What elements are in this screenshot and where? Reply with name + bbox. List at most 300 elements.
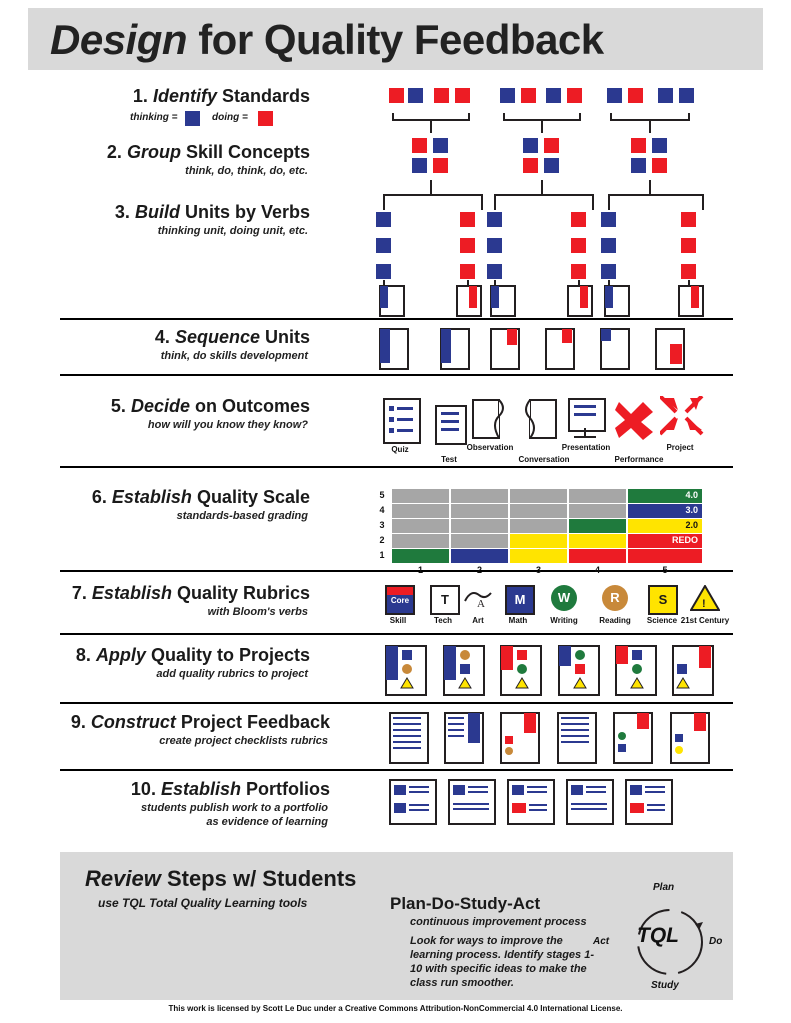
doc-mark <box>575 650 585 660</box>
doc-line <box>647 804 665 806</box>
divider-rule <box>60 466 733 468</box>
doc-mark <box>512 785 524 795</box>
doc-line <box>561 729 589 731</box>
doc-mark <box>394 785 406 795</box>
step-8-label <box>60 645 310 680</box>
doc-mark <box>394 803 406 813</box>
portfolio-doc <box>389 779 437 825</box>
unit-square <box>460 238 475 253</box>
doc-triangle <box>630 677 644 689</box>
step-4-heading <box>60 327 310 348</box>
feedback-doc <box>670 712 710 764</box>
doc-bar <box>637 713 649 729</box>
page-title-rest: for Quality Feedback <box>187 16 604 63</box>
step-9-sub: create project checklists rubrics <box>159 735 328 747</box>
legend-doing-swatch <box>258 111 273 126</box>
doc-mark <box>517 664 527 674</box>
connector-line <box>383 194 385 210</box>
step-8-heading <box>60 645 310 666</box>
step-5-number: 5. <box>110 396 126 416</box>
scale-cell <box>451 534 508 548</box>
review-title <box>85 866 356 892</box>
unit-square <box>487 212 502 227</box>
concept-square <box>631 138 646 153</box>
doc-bar <box>559 646 571 666</box>
rubric-caption: Writing <box>550 616 578 625</box>
doc-line <box>527 786 547 788</box>
project-icon <box>660 396 704 438</box>
skill-icon-text: Core <box>390 596 410 605</box>
unit-square <box>681 212 696 227</box>
scale-cell <box>392 534 449 548</box>
unit-doc <box>604 285 630 317</box>
doc-triangle <box>515 677 529 689</box>
doc-bar <box>616 646 628 664</box>
doc-line <box>586 791 606 793</box>
project-doc <box>443 645 485 696</box>
line <box>397 407 413 410</box>
observation-icon <box>467 396 509 444</box>
cycle-plan-label: Plan <box>653 882 675 893</box>
doc-mark <box>632 650 642 660</box>
project-doc <box>385 645 427 696</box>
tql-label: TQL <box>637 924 679 947</box>
doc-bar <box>444 646 456 680</box>
page-title <box>28 8 763 68</box>
doc-line <box>645 791 665 793</box>
divider-rule <box>60 769 733 771</box>
standard-square <box>628 88 643 103</box>
legend-doing-label: doing = <box>212 112 248 123</box>
step-6-label <box>60 487 310 522</box>
outcome-caption: Performance <box>614 455 664 464</box>
outcome-caption: Conversation <box>518 455 570 464</box>
unit-doc-bar <box>691 286 699 308</box>
unit-doc <box>379 285 405 317</box>
step-4-verb: Sequence <box>174 327 260 347</box>
sequence-doc <box>655 328 685 370</box>
scale-cell <box>510 489 567 503</box>
scale-cell <box>569 549 626 563</box>
sequence-bar <box>380 329 390 363</box>
step-3-verb: Build <box>134 202 180 222</box>
unit-square <box>601 264 616 279</box>
scale-cell <box>451 519 508 533</box>
step-2-verb: Group <box>126 142 181 162</box>
line <box>397 429 413 432</box>
scale-cell <box>510 504 567 518</box>
skill-icon-top <box>387 587 413 595</box>
step-7-sub: with Bloom's verbs <box>207 606 308 618</box>
unit-square <box>460 212 475 227</box>
sequence-doc <box>600 328 630 370</box>
divider-rule <box>60 318 733 320</box>
step-5-heading <box>60 396 310 417</box>
unit-square <box>681 238 696 253</box>
doc-mark <box>675 746 683 754</box>
standard-square <box>500 88 515 103</box>
bullet <box>389 406 394 411</box>
unit-square <box>376 212 391 227</box>
concept-square <box>652 138 667 153</box>
connector-line <box>541 180 543 194</box>
step-2-heading <box>60 142 310 163</box>
legend-thinking-swatch <box>185 111 200 126</box>
doc-bar <box>468 713 480 743</box>
concept-square <box>523 138 538 153</box>
sequence-bar <box>670 344 682 364</box>
step-5-sub: how will you know they know? <box>147 419 308 431</box>
doc-line <box>453 808 489 810</box>
doc-line <box>561 735 589 737</box>
step-2-sub: think, do, think, do, etc. <box>185 165 308 177</box>
doc-line <box>393 735 421 737</box>
unit-doc-bar <box>580 286 588 308</box>
concept-square <box>631 158 646 173</box>
standard-square <box>455 88 470 103</box>
doc-line <box>393 717 421 719</box>
doc-line <box>409 804 429 806</box>
bracket-line <box>579 113 581 121</box>
rubric-caption: Math <box>508 616 528 625</box>
doc-bar <box>386 646 398 680</box>
standard-square <box>567 88 582 103</box>
project-doc <box>500 645 542 696</box>
sequence-bar <box>441 329 451 363</box>
license-text: This work is licensed by Scott Le Duc under a Creative Commons Attribution-NonCommercial 4.0 International License. <box>168 1004 623 1013</box>
scale-cell <box>392 549 449 563</box>
unit-doc <box>456 285 482 317</box>
doc-mark <box>632 664 642 674</box>
doc-mark <box>630 803 644 813</box>
doc-line <box>393 723 421 725</box>
doc-line <box>561 723 589 725</box>
scale-cell <box>628 549 702 563</box>
step-10-label <box>50 779 330 828</box>
doc-line <box>453 803 489 805</box>
feedback-doc <box>613 712 653 764</box>
doc-line <box>571 803 607 805</box>
doc-mark <box>512 803 526 813</box>
sequence-doc <box>545 328 575 370</box>
concept-square <box>544 158 559 173</box>
doc-bar <box>694 713 706 731</box>
scale-cell <box>510 549 567 563</box>
connector-line <box>608 194 704 196</box>
scale-col-label: 3 <box>535 565 541 575</box>
standard-square <box>658 88 673 103</box>
scale-cell <box>569 489 626 503</box>
unit-doc-bar <box>469 286 477 308</box>
scale-row-label: 3 <box>379 520 385 530</box>
doc-mark <box>630 785 642 795</box>
doc-mark <box>460 664 470 674</box>
conversation-icon <box>520 396 566 444</box>
step-9-rest: Project Feedback <box>175 712 330 732</box>
line <box>397 418 413 421</box>
bracket-line <box>392 113 394 121</box>
unit-square <box>460 264 475 279</box>
bracket-line <box>468 113 470 121</box>
test-icon <box>435 405 467 445</box>
doc-line <box>468 791 488 793</box>
scale-row-label: 4 <box>379 505 385 515</box>
doc-line <box>561 717 589 719</box>
step-8-number: 8. <box>75 645 91 665</box>
doc-mark <box>460 650 470 660</box>
doc-mark <box>402 650 412 660</box>
doc-mark <box>575 664 585 674</box>
portfolio-doc <box>625 779 673 825</box>
line <box>441 412 459 415</box>
doc-mark <box>618 744 626 752</box>
step-6-heading <box>60 487 310 508</box>
step-8-verb: Apply <box>95 645 146 665</box>
unit-square <box>376 238 391 253</box>
tech-icon: T <box>430 585 460 615</box>
doc-bar <box>501 646 513 670</box>
doc-mark <box>517 650 527 660</box>
unit-square <box>487 264 502 279</box>
sequence-doc <box>490 328 520 370</box>
divider-rule <box>60 374 733 376</box>
doc-bar <box>699 646 711 668</box>
scale-cell <box>392 504 449 518</box>
step-1-number: 1. <box>132 86 148 106</box>
step-10-number: 10. <box>130 779 156 799</box>
step-3-label <box>60 202 310 237</box>
art-icon <box>463 585 495 611</box>
doc-mark <box>675 734 683 742</box>
scale-cell <box>392 519 449 533</box>
step-9-label <box>60 712 330 747</box>
pdsa-subtitle: continuous improvement process <box>410 916 587 928</box>
step-10-rest: Portfolios <box>241 779 330 799</box>
step-6-verb: Establish <box>111 487 192 507</box>
scale-cell <box>392 489 449 503</box>
step-8-rest: Quality to Projects <box>145 645 310 665</box>
line <box>574 405 596 408</box>
doc-line <box>409 786 429 788</box>
scale-col-label: 2 <box>476 565 482 575</box>
line <box>574 413 596 416</box>
step-3-sub: thinking unit, doing unit, etc. <box>157 225 308 237</box>
project-doc <box>615 645 657 696</box>
step-10-verb: Establish <box>160 779 241 799</box>
step-5-label <box>60 396 310 431</box>
scale-row-label: 1 <box>379 550 385 560</box>
reading-icon: R <box>602 585 628 611</box>
unit-square <box>571 238 586 253</box>
scale-cell <box>451 549 508 563</box>
scale-value: REDO <box>671 535 698 545</box>
doc-mark <box>505 736 513 744</box>
doc-line <box>586 786 606 788</box>
sequence-bar <box>601 329 611 341</box>
pdsa-title: Plan-Do-Study-Act <box>390 894 541 913</box>
review-subtitle: use TQL Total Quality Learning tools <box>98 896 308 910</box>
rubric-caption: Art <box>472 616 484 625</box>
doc-line <box>527 791 547 793</box>
unit-doc-bar <box>605 286 613 308</box>
step-4-sub: think, do skills development <box>160 350 308 362</box>
scale-row-label: 2 <box>379 535 385 545</box>
doc-line <box>409 809 429 811</box>
step-7-verb: Establish <box>91 583 172 603</box>
outcome-caption: Project <box>666 443 694 452</box>
bullet <box>389 428 394 433</box>
step-9-verb: Construct <box>90 712 176 732</box>
connector-line <box>592 194 594 210</box>
unit-square <box>487 238 502 253</box>
outcome-caption: Quiz <box>391 445 409 454</box>
feedback-doc <box>500 712 540 764</box>
portfolio-doc <box>507 779 555 825</box>
cycle-act-label: Act <box>593 936 610 947</box>
doc-line <box>448 735 464 737</box>
doc-mark <box>618 732 626 740</box>
bullet <box>389 417 394 422</box>
legend-thinking-label: thinking = <box>130 112 178 123</box>
step-9-number: 9. <box>70 712 86 732</box>
step-1-verb: Identify <box>152 86 217 106</box>
performance-icon <box>615 398 657 440</box>
doc-line <box>448 717 464 719</box>
art-icon-svg <box>463 585 495 611</box>
unit-doc <box>567 285 593 317</box>
unit-square <box>601 238 616 253</box>
doc-line <box>529 804 547 806</box>
scale-cell <box>569 504 626 518</box>
stand <box>584 428 586 436</box>
bracket-line <box>688 113 690 121</box>
step-2-rest: Skill Concepts <box>180 142 310 162</box>
doc-line <box>571 808 607 810</box>
connector-line <box>383 194 483 196</box>
scale-cell <box>451 504 508 518</box>
doc-line <box>393 729 421 731</box>
outcome-caption: Observation <box>466 443 514 452</box>
bracket-line <box>541 119 543 133</box>
math-icon: M <box>505 585 535 615</box>
concept-square <box>523 158 538 173</box>
unit-doc-bar <box>380 286 388 308</box>
quiz-icon <box>383 398 421 444</box>
unit-square <box>571 264 586 279</box>
concept-square <box>652 158 667 173</box>
scale-cell <box>451 489 508 503</box>
scale-col-label: 1 <box>417 565 423 575</box>
scale-value: 4.0 <box>685 490 698 500</box>
page-header <box>28 8 763 70</box>
concept-square <box>412 138 427 153</box>
connector-line <box>702 194 704 210</box>
science-icon: S <box>648 585 678 615</box>
bracket-line <box>649 119 651 133</box>
standard-square <box>546 88 561 103</box>
doc-line <box>393 747 421 749</box>
doc-mark <box>453 785 465 795</box>
sequence-bar <box>562 329 572 343</box>
standard-square <box>521 88 536 103</box>
line <box>441 420 459 423</box>
step-3-heading <box>60 202 310 223</box>
step-7-rest: Quality Rubrics <box>171 583 310 603</box>
step-2-label <box>60 142 310 177</box>
scale-cell <box>569 534 626 548</box>
connector-line <box>494 194 594 196</box>
connector-line <box>494 194 496 210</box>
standard-square <box>607 88 622 103</box>
skill-icon <box>385 585 415 615</box>
bracket-line <box>503 113 505 121</box>
review-panel <box>60 852 733 1000</box>
pdsa-body: Look for ways to improve the learning process. Identify stages 1-10 with specific ideas to make the class run smoother. <box>410 935 595 989</box>
portfolio-doc <box>448 779 496 825</box>
standard-square <box>389 88 404 103</box>
unit-square <box>681 264 696 279</box>
review-title-italic: Review <box>85 866 161 891</box>
scale-row-label: 5 <box>379 490 385 500</box>
portfolio-doc <box>566 779 614 825</box>
standard-square <box>679 88 694 103</box>
scale-cell <box>510 519 567 533</box>
scale-col-label: 5 <box>662 565 668 575</box>
bracket-line <box>430 119 432 133</box>
doc-mark <box>402 664 412 674</box>
connector-line <box>481 194 483 210</box>
step-2-number: 2. <box>106 142 122 162</box>
step-6-rest: Quality Scale <box>191 487 310 507</box>
concept-square <box>433 138 448 153</box>
step-10-heading <box>50 779 330 800</box>
scale-value: 2.0 <box>685 520 698 530</box>
project-doc <box>672 645 714 696</box>
step-7-heading <box>60 583 310 604</box>
presentation-icon <box>568 398 606 432</box>
unit-square <box>601 212 616 227</box>
doc-line <box>448 729 464 731</box>
step-4-label <box>60 327 310 362</box>
step-7-number: 7. <box>71 583 87 603</box>
21st-century-icon <box>690 585 720 612</box>
scale-value: 3.0 <box>685 505 698 515</box>
svg-text:!: ! <box>702 598 706 610</box>
standard-square <box>434 88 449 103</box>
doc-line <box>393 741 421 743</box>
sequence-bar <box>507 329 517 345</box>
outcome-caption: Presentation <box>561 443 611 452</box>
divider-rule <box>60 633 733 635</box>
step-1-rest: Standards <box>216 86 310 106</box>
doc-triangle <box>458 677 472 689</box>
feedback-doc <box>444 712 484 764</box>
doc-triangle <box>400 677 414 689</box>
concept-square <box>433 158 448 173</box>
step-10-sub: students publish work to a portfolio <box>141 802 328 814</box>
concept-square <box>544 138 559 153</box>
step-6-number: 6. <box>91 487 107 507</box>
cycle-do-label: Do <box>709 936 723 947</box>
doc-line <box>647 809 665 811</box>
tql-cycle <box>593 880 725 991</box>
line <box>441 428 459 431</box>
scale-cell <box>510 534 567 548</box>
doc-line <box>448 723 464 725</box>
unit-doc-bar <box>491 286 499 308</box>
concept-square <box>412 158 427 173</box>
rubric-caption: Skill <box>389 616 407 625</box>
